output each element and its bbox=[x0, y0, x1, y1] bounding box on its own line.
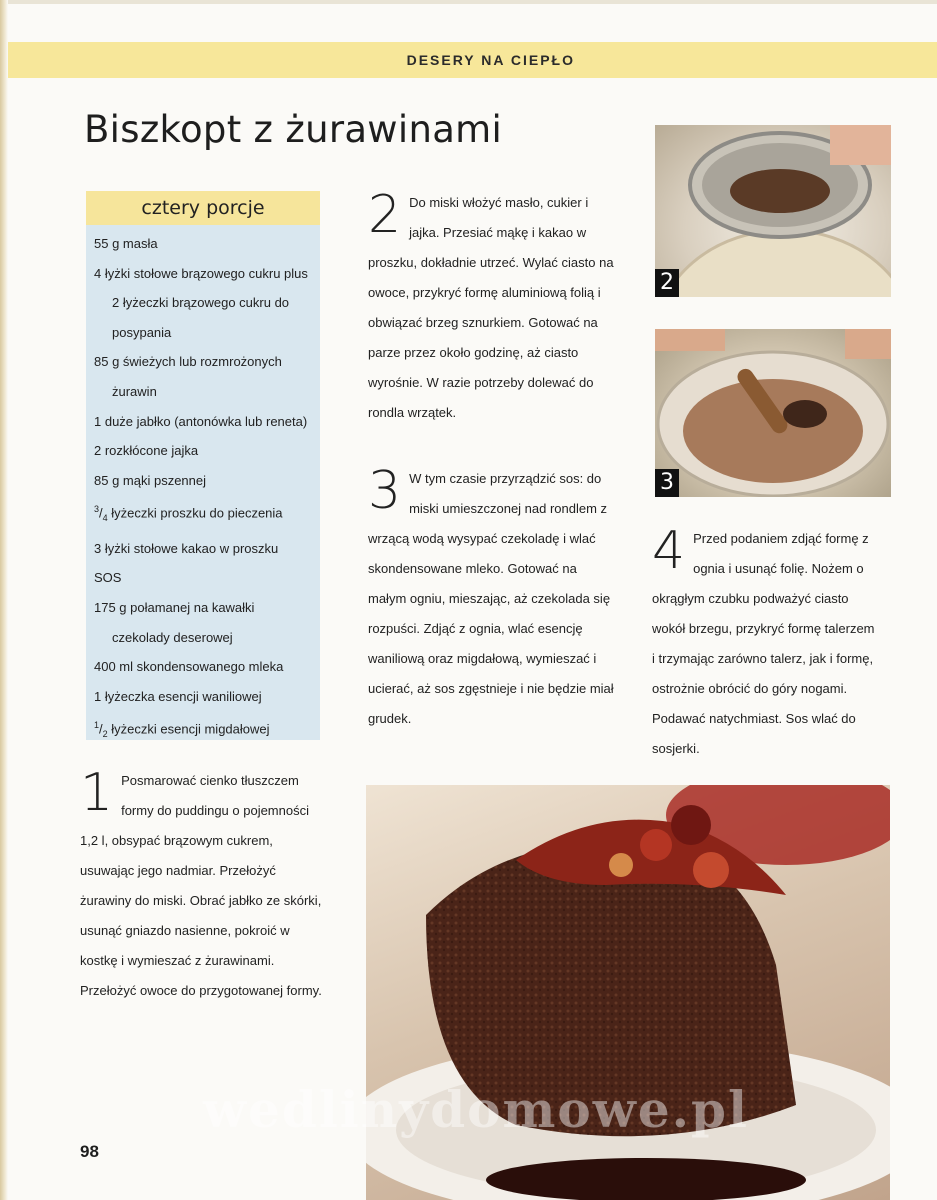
ingredient-item: 175 g połamanej na kawałki czekolady deserowej bbox=[94, 600, 255, 645]
fraction-numerator: 3 bbox=[94, 504, 100, 515]
ingredient-item: 400 ml skondensowanego mleka bbox=[94, 659, 284, 675]
step-text: Do miski włożyć masło, cukier i jajka. Przesiać mąkę i kakao w proszku, dokładnie utrzeć. Wylać ciasto na owoce, przykryć formę aluminiową folią i obwiązać brzeg sznurkiem. Gotować na parze przez około godzinę, aż ciasto wyrośnie. W razie potrzeby dolewać do rondla wrzątek. bbox=[368, 195, 614, 420]
ingredient-item: 1 łyżeczka esencji waniliowej bbox=[94, 688, 262, 704]
ingredient-item-fraction: $^3/_4$ łyżeczki proszku do pieczenia bbox=[94, 504, 283, 524]
step-1 bbox=[80, 763, 324, 1006]
ingredient-text: łyżeczki esencji migdałowej bbox=[111, 721, 270, 737]
step-3 bbox=[368, 461, 614, 734]
step-text: Przed podaniem zdjąć formę z ognia i usunąć folię. Nożem o okrągłym czubku podważyć ciasto wokół brzegu, przykryć formę talerzem i trzymając zarówno talerz, jak i formę, ostrożnie obrócić do góry nogami. Podawać natychmiast. Sos wlać do sosjerki. bbox=[652, 531, 875, 756]
step-2 bbox=[368, 185, 614, 428]
section-label: DESERY NA CIEPŁO bbox=[406, 52, 575, 68]
step-text: W tym czasie przyrządzić sos: do miski umieszczonej nad rondlem z wrzącą wodą wysypać czekoladę i wlać skondensowane mleko. Gotować na małym ogniu, mieszając, aż czekolada się rozpuści. Zdjąć z ognia, wlać esencję waniliową oraz migdałową, wymieszać i ucierać, aż sos zgęstnieje i nie będzie miał grudek. bbox=[368, 471, 614, 726]
step-number: 3 bbox=[368, 461, 402, 521]
step-3-photo bbox=[655, 329, 891, 497]
ingredient-item-fraction: $^1/_2$ łyżeczki esencji migdałowej bbox=[94, 720, 270, 740]
ingredient-item: 2 rozkłócone jajka bbox=[94, 443, 199, 459]
ingredient-text: łyżeczki proszku do pieczenia bbox=[111, 505, 283, 521]
ingredient-item: 85 g mąki pszennej bbox=[94, 472, 207, 488]
ingredient-item: 85 g świeżych lub rozmrożonych żurawin bbox=[94, 354, 282, 399]
fraction-denominator: 4 bbox=[102, 513, 108, 524]
ingredients-panel bbox=[86, 191, 320, 740]
step-2-photo bbox=[655, 125, 891, 297]
ingredient-item: 4 łyżki stołowe brązowego cukru plus 2 łyżeczki brązowego cukru do posypania bbox=[94, 265, 308, 340]
ingredient-item: 1 duże jabłko (antonówka lub reneta) bbox=[94, 413, 308, 429]
step-number: 1 bbox=[80, 763, 114, 823]
book-gutter bbox=[0, 0, 8, 1200]
step-4 bbox=[652, 521, 880, 764]
sauce-subheader: SOS bbox=[94, 570, 122, 586]
ingredient-item: 3 łyżki stołowe kakao w proszku bbox=[94, 540, 279, 556]
step-text: Posmarować cienko tłuszczem formy do puddingu o pojemności 1,2 l, obsypać brązowym cukrem, usuwając jego nadmiar. Przełożyć żurawiny do miski. Obrać jabłko ze skórki, usunąć gniazdo nasienne, pokroić w kostkę i wymieszać z żurawinami. Przełożyć owoce do przygotowanej formy. bbox=[80, 773, 322, 998]
fraction-denominator: 2 bbox=[102, 729, 108, 740]
page-number: 98 bbox=[80, 1142, 99, 1161]
watermark: wedlinydomowe.pl bbox=[203, 1080, 749, 1139]
bowl-illustration bbox=[655, 329, 891, 497]
fraction-numerator: 1 bbox=[94, 720, 100, 731]
recipe-title: Biszkopt z żurawinami bbox=[84, 108, 503, 151]
servings-header: cztery porcje bbox=[86, 191, 320, 225]
page-top-edge bbox=[0, 0, 937, 4]
photo-number: 2 bbox=[655, 269, 679, 297]
ingredient-item: 55 g masła bbox=[94, 236, 158, 251]
step-number: 4 bbox=[652, 521, 686, 581]
step-number: 2 bbox=[368, 185, 402, 245]
ingredients-list bbox=[86, 225, 320, 750]
photo-number: 3 bbox=[655, 469, 679, 497]
sieve-illustration bbox=[655, 125, 891, 297]
